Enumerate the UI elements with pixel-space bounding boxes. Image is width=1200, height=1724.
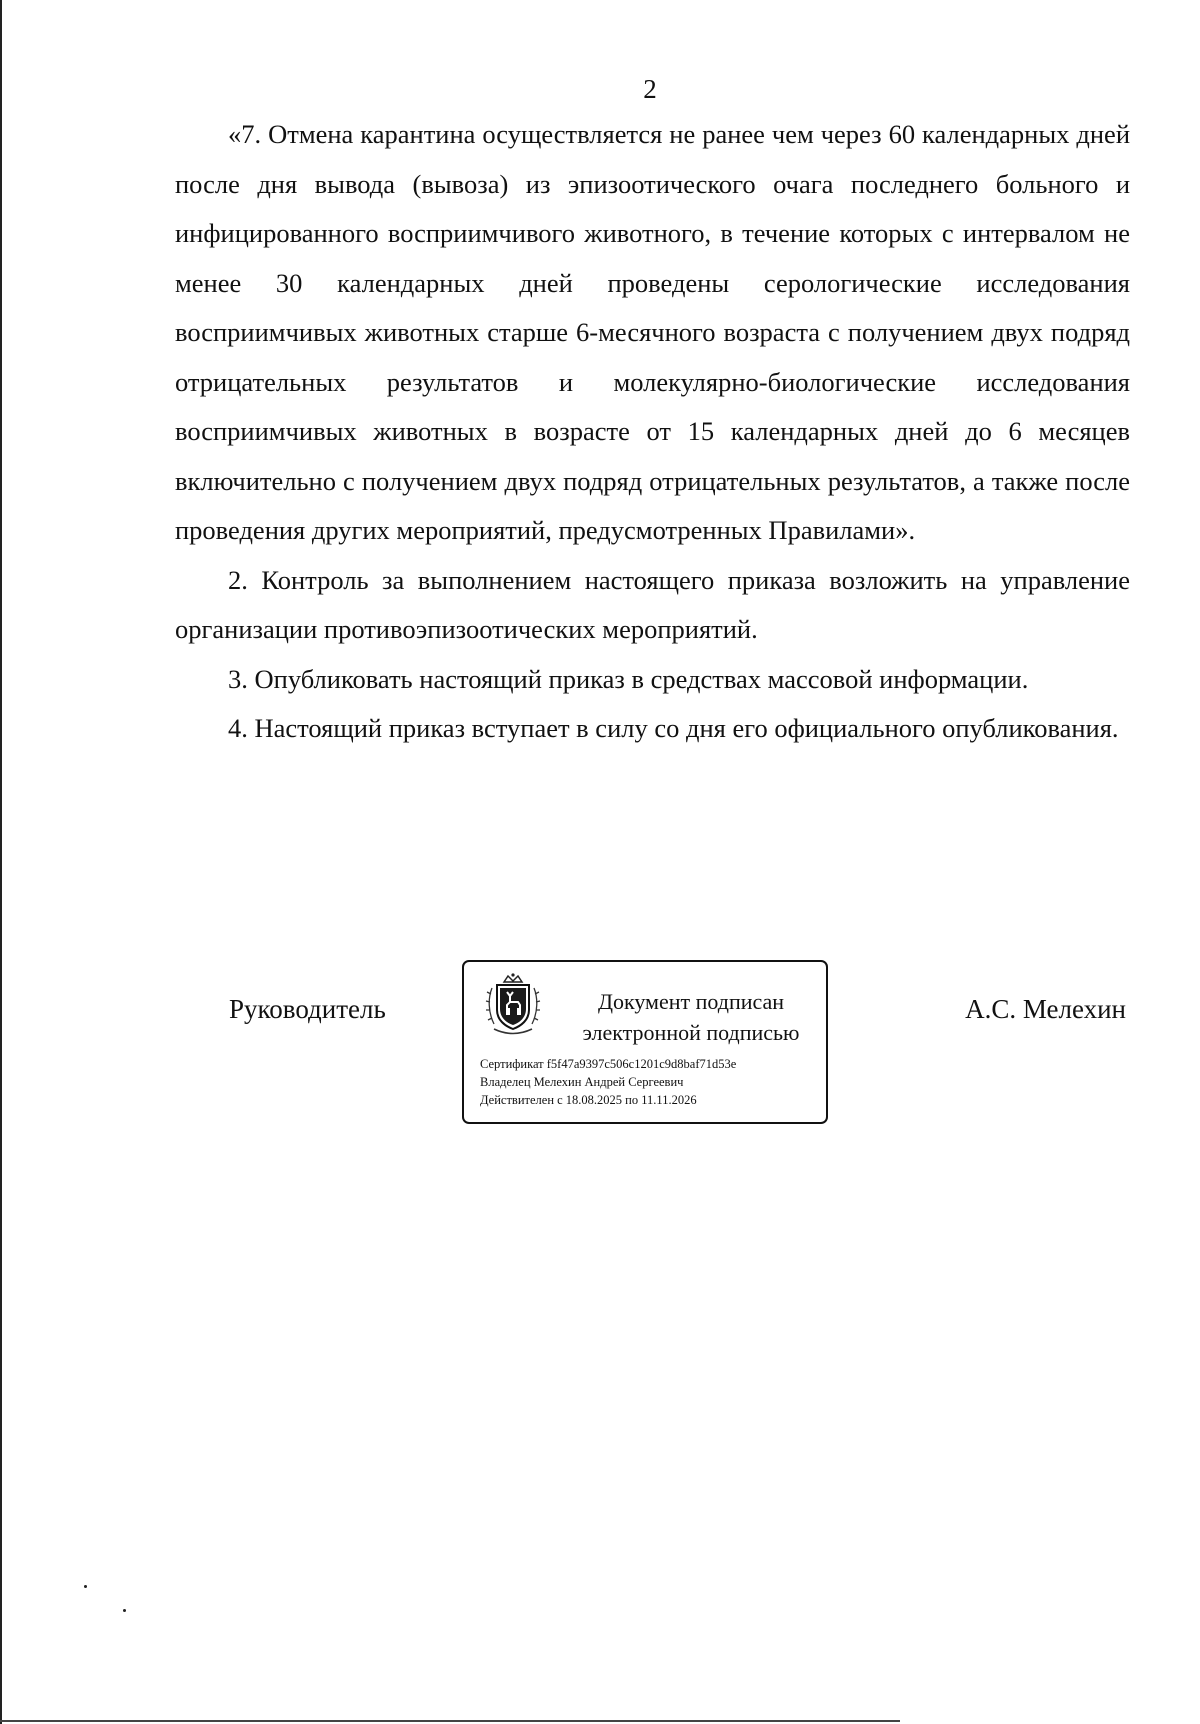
signer-name: А.С. Мелехин — [965, 994, 1126, 1024]
page-bottom-edge — [0, 1720, 900, 1722]
stamp-certificate: Сертификат f5f47a9397c506c1201c9d8baf71d53e — [480, 1057, 737, 1071]
page-left-edge — [0, 0, 2, 1724]
document-body — [175, 110, 1130, 754]
scan-artifact-dot — [84, 1585, 87, 1588]
stamp-validity: Действителен с 18.08.2025 по 11.11.2026 — [480, 1093, 697, 1107]
page-number: 2 — [643, 74, 657, 104]
stamp-title-line1: Документ подписан — [597, 989, 785, 1014]
signature-block — [0, 958, 1200, 1138]
stamp-title — [560, 986, 822, 1048]
paragraph-2-control: 2. Контроль за выполнением настоящего приказа возложить на управление организации противоэпизоотических мероприятий. — [175, 564, 1130, 644]
coat-of-arms-icon — [480, 972, 546, 1038]
stamp-title-line2: электронной подписью — [582, 1020, 800, 1045]
stamp-details — [480, 1055, 736, 1109]
paragraph-3-publish: 3. Опубликовать настоящий приказ в средствах массовой информации. — [228, 663, 1029, 694]
scan-artifact-dot — [123, 1609, 126, 1612]
signer-position: Руководитель — [229, 994, 386, 1024]
paragraph-4-effective: 4. Настоящий приказ вступает в силу со дня его официального опубликования. — [228, 713, 1119, 743]
electronic-signature-stamp — [462, 960, 828, 1124]
paragraph-7-quarantine: «7. Отмена карантина осуществляется не ранее чем через 60 календарных дней после дня вывода (вывоза) из эпизоотического очага последнего больного и инфицированного восприимчивого животного, в течение которых с интервалом не менее 30 календарных дней проведены серологические исследования восприимчивых животных старше 6-месячного возраста с получением двух подряд отрицательных результатов и молекулярно-биологические исследования восприимчивых животных в возрасте от 15 календарных дней до 6 месяцев включительно с получением двух подряд отрицательных результатов, а также после проведения других мероприятий, предусмотренных Правилами». — [175, 119, 1130, 545]
stamp-owner: Владелец Мелехин Андрей Сергеевич — [480, 1075, 684, 1089]
